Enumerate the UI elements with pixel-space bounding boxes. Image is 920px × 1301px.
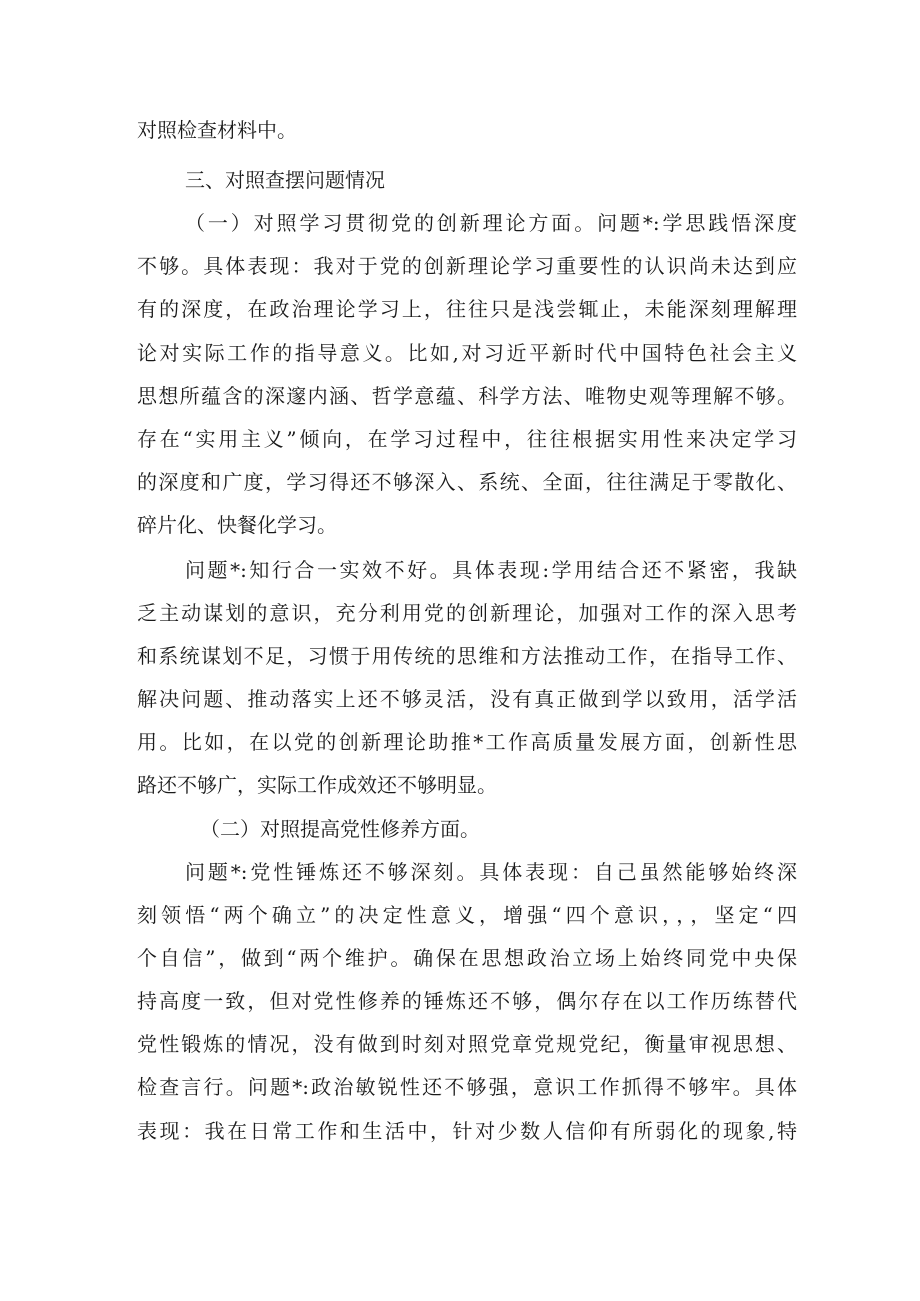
text-line: 用。比如，在以党的创新理论助推*工作高质量发展方面，创新性思: [137, 730, 797, 754]
text-line: 思想所蕴含的深邃内涵、哲学意蕴、科学方法、唯物史观等理解不够。: [137, 384, 797, 408]
text-line: 路还不够广，实际工作成效还不够明显。: [137, 773, 497, 797]
text-line: 检查言行。问题*:政治敏锐性还不够强，意识工作抓得不够牢。具体: [137, 1075, 797, 1099]
text-line: 持高度一致，但对党性修养的锤炼还不够，偶尔存在以工作历练替代: [137, 989, 797, 1013]
text-line: 不够。具体表现：我对于党的创新理论学习重要性的认识尚未达到应: [137, 254, 797, 278]
paragraph-start: 问题*:知行合一实效不好。具体表现:学用结合还不紧密，我缺: [185, 558, 797, 582]
text-line: 表现：我在日常工作和生活中，针对少数人信仰有所弱化的现象,特: [137, 1119, 797, 1143]
text-line: 解决问题、推动落实上还不够灵活，没有真正做到学以致用，活学活: [137, 687, 797, 711]
text-line: 刻领悟“两个确立”的决定性意义，增强“四个意识，，，坚定“四: [137, 903, 797, 927]
paragraph-start: 问题*:党性锤炼还不够深刻。具体表现：自己虽然能够始终深: [185, 860, 797, 884]
text-line: 碎片化、快餐化学习。: [137, 513, 337, 537]
text-line: 乏主动谋划的意识，充分利用党的创新理论，加强对工作的深入思考: [137, 601, 797, 625]
text-line: 和系统谋划不足，习惯于用传统的思维和方法推动工作，在指导工作、: [137, 644, 797, 668]
text-line: 党性锻炼的情况，没有做到时刻对照党章党规党纪，衡量审视思想、: [137, 1032, 797, 1056]
text-line: 对照检查材料中。: [137, 118, 297, 142]
text-line: 个自信”，做到“两个维护。确保在思想政治立场上始终同党中央保: [137, 946, 797, 970]
text-line: 的深度和广度，学习得还不够深入、系统、全面，往往满足于零散化、: [137, 470, 797, 494]
text-line: 有的深度，在政治理论学习上，往往只是浅尝辄止，未能深刻理解理: [137, 297, 797, 321]
subsection-heading: （二）对照提高党性修养方面。: [200, 817, 480, 841]
subsection-heading: （一）对照学习贯彻党的创新理论方面。问题*:学思践悟深度: [185, 211, 797, 235]
section-heading: 三、对照查摆问题情况: [185, 168, 385, 192]
text-line: 论对实际工作的指导意义。比如,对习近平新时代中国特色社会主义: [137, 341, 797, 365]
text-line: 存在“实用主义”倾向，在学习过程中，往往根据实用性来决定学习: [137, 427, 797, 451]
